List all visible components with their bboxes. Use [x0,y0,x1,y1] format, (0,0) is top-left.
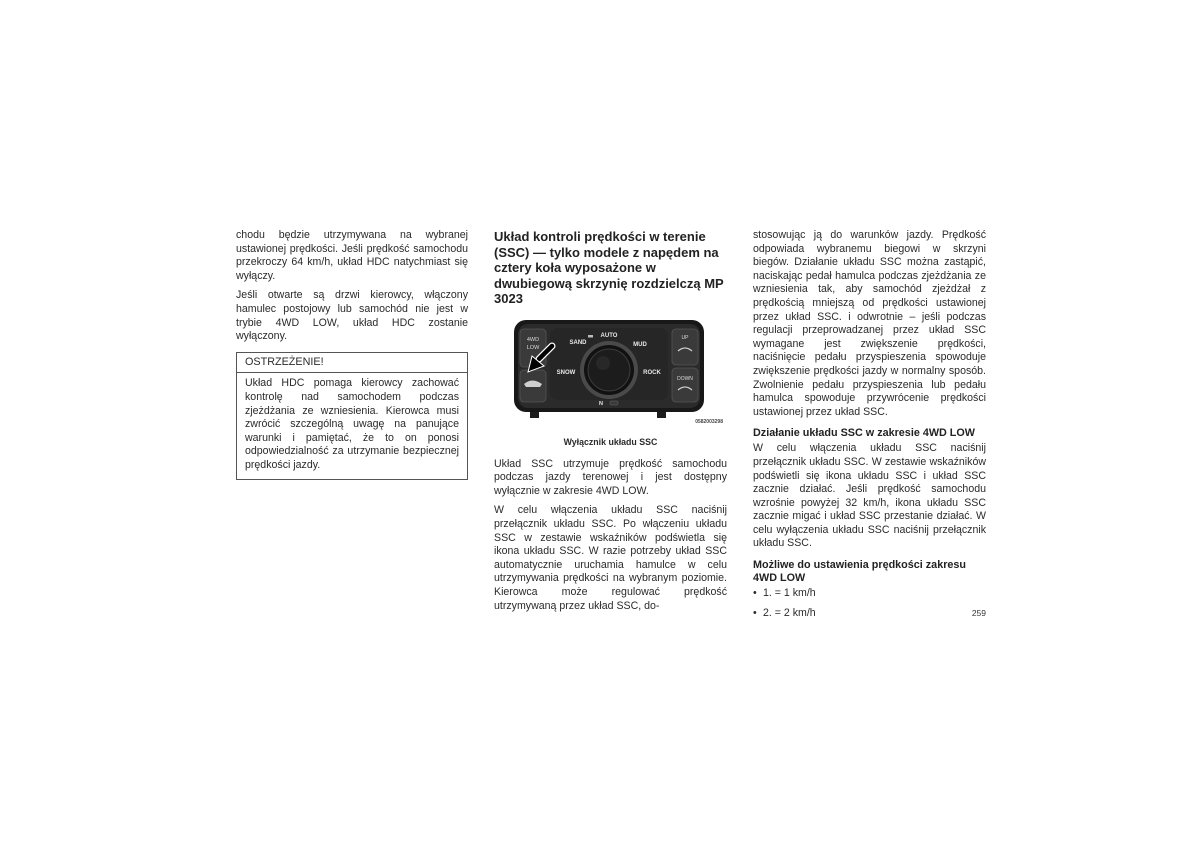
speed-list [753,587,986,620]
ssc-switch-panel-illustration [494,316,727,434]
label-snow: SNOW [556,369,576,376]
figure-caption: Wyłącznik układu SSC [563,436,658,447]
list-item: • 2. = 2 km/h [753,607,986,621]
middle-column [494,229,727,619]
list-item: • 1. = 1 km/h [753,587,986,601]
paragraph: W celu włączenia układu SSC naciśnij przełącznik układu SSC. Po włączeniu układu SSC w zestawie wskaźników podświetla się ikona układu SSC. W razie potrzeby układ SSC automatycznie uruchamia hamulce w celu utrzymywania prędkości na wybranym poziomie. Kierowca może regulować prędkość utrzymywaną przez układ SSC, do- [494,504,727,612]
label-neutral: N [599,400,603,407]
warning-title: OSTRZEŻENIE! [237,353,467,374]
page-number: 259 [971,608,986,618]
label-4wd: 4WD [526,336,540,343]
right-column [753,229,986,626]
label-mud: MUD [633,341,647,348]
section-heading: Układ kontroli prędkości w terenie (SSC) — tylko modele z napędem na cztery koła wyposażone w dwubiegową skrzynię rozdzielczą MP 3023 [494,229,724,307]
label-sand: SAND [569,339,587,346]
label-auto: AUTO [600,332,618,339]
figure-code: 0582003298 [695,419,723,426]
paragraph: Układ SSC utrzymuje prędkość samochodu podczas jazdy terenowej i jest dostępny wyłącznie w zakresie 4WD LOW. [494,457,727,497]
paragraph: W celu włączenia układu SSC naciśnij przełącznik układu SSC. W zestawie wskaźników podświetli się ikona układu SSC i układ SSC zacznie działać. Jeśli prędkość samochodu wzrośnie powyżej 32 km/h, ikona układu SSC zacznie migać i układ SSC przestanie działać. W celu wyłączenia układu SSC naciśnij przełącznik układu SSC. [753,442,986,550]
subheading: Możliwe do ustawienia prędkości zakresu 4WD LOW [753,559,967,585]
warning-box [236,352,468,480]
ssc-switch-figure [494,316,727,434]
subheading: Działanie układu SSC w zakresie 4WD LOW [753,427,975,440]
label-low: LOW [526,344,540,351]
paragraph: chodu będzie utrzymywana na wybranej ustawionej prędkości. Jeśli prędkość samochodu przekroczy 64 km/h, układ HDC natychmiast się wyłączy. [236,229,468,282]
warning-body: Układ HDC pomaga kierowcy zachować kontrolę nad samochodem podczas zjeżdżania ze wzniesienia. Kierowca musi zwrócić szczególną uwagę na panujące warunki i pamiętać, że to on ponosi odpowiedzialność za utrzymanie bezpiecznej prędkości jazdy. [245,377,459,471]
label-down: DOWN [677,375,693,382]
label-rock: ROCK [643,369,661,376]
paragraph: Jeśli otwarte są drzwi kierowcy, włączony hamulec postojowy lub samochód nie jest w trybie 4WD LOW, układ HDC zostanie wyłączony. [236,289,468,343]
paragraph: stosowując ją do warunków jazdy. Prędkość odpowiada wybranemu biegowi w skrzyni biegów. Działanie układu SSC można zastąpić, naciskając pedał hamulca podczas zjeżdżania ze wzniesienia tak, aby samochód zjeżdżał z prędkością mniejszą od prędkości ustawionej przez układ SSC. i odwrotnie – jeśli podczas regulacji przeprowadzanej przez układ SSC wymagane jest zwiększenie prędkości, naciśnięcie pedału przyspieszenia spowoduje zwiększenie prędkości jazdy w normalny sposób. Zwolnienie pedału przyspieszenia lub pedału hamulca spowoduje przywrócenie prędkości ustawionej przez układ SSC. [753,229,986,418]
label-up: UP [681,334,689,341]
left-column [236,229,468,480]
